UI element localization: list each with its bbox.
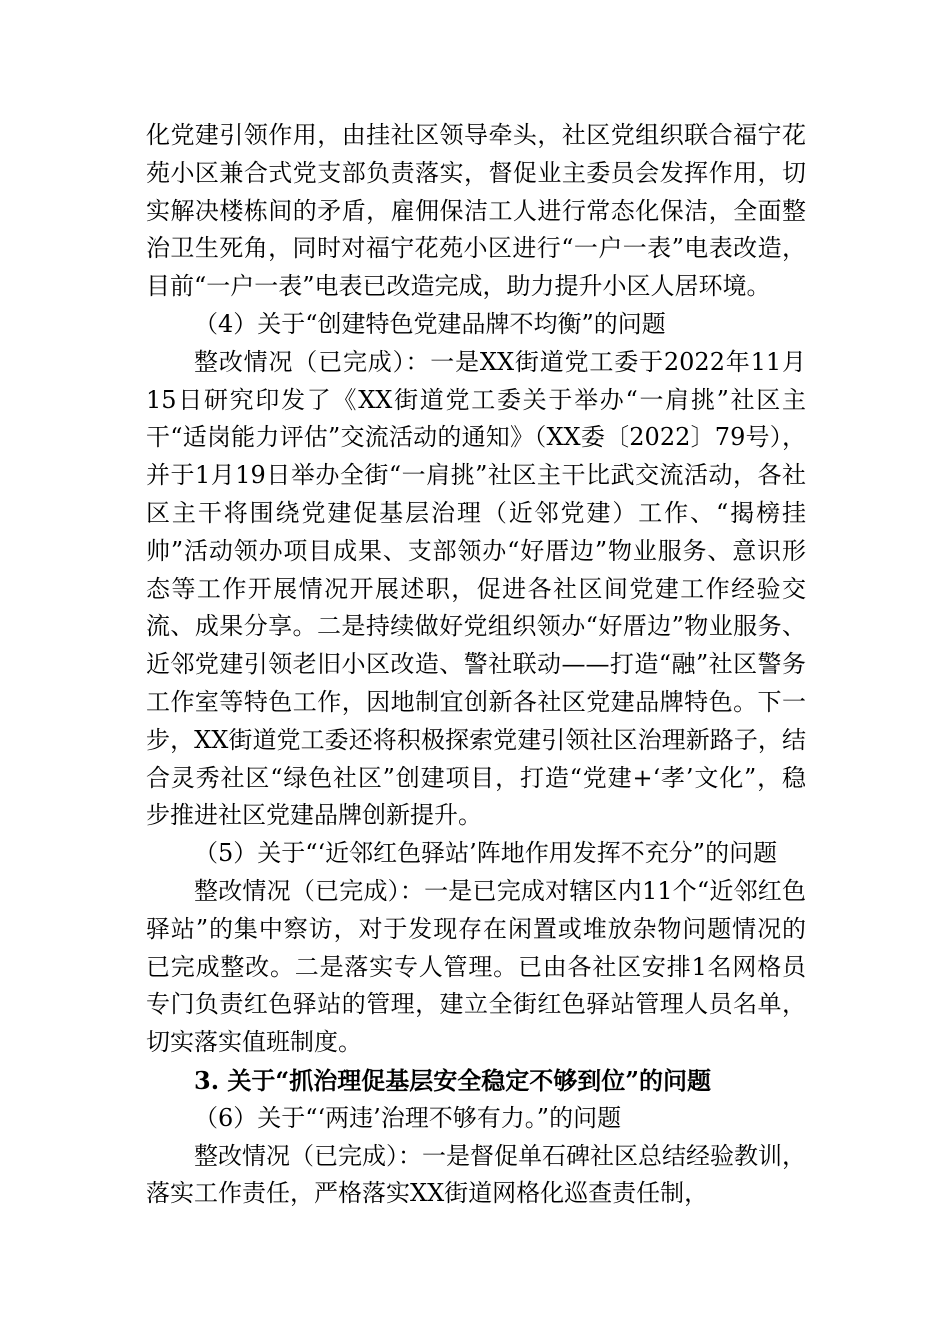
document-page — [146, 117, 806, 1213]
subheading-item-6: （6）关于“‘两违’治理不够有力。”的问题 — [194, 1103, 622, 1132]
subheading-item-5: （5）关于“‘近邻红色驿站’阵地作用发挥不充分”的问题 — [194, 839, 778, 868]
body-paragraph-continuation: 化党建引领作用，由挂社区领导牵头，社区党组织联合福宁花苑小区兼合式党支部负责落实，督促业主委员会发挥作用，切实解决楼栋间的矛盾，雇佣保洁工人进行常态化保洁，全面整治卫生死角，同时对福宁花苑小区进行“一户一表”电表改造，目前“一户一表”电表已改造完成，助力提升小区人居环境。 — [146, 121, 806, 301]
body-paragraph-rectification-5: 整改情况（已完成）：一是已完成对辖区内11个“近邻红色驿站”的集中察访，对于发现存在闲置或堆放杂物问题情况的已完成整改。二是落实专人管理。已由各社区安排1名网格员专门负责红色驿站的管理，建立全街红色驿站管理人员名单，切实落实值班制度。 — [146, 876, 806, 1057]
body-paragraph-rectification-4: 整改情况（已完成）：一是XX街道党工委于2022年11月15日研究印发了《XX街道党工委关于举办“一肩挑”社区主干“适岗能力评估”交流活动的通知》（XX委〔2022〕79号），并于1月19日举办全街“一肩挑”社区主干比武交流活动，各社区主干将围绕党建促基层治理（近邻党建）工作、“揭榜挂帅”活动领办项目成果、支部领办“好厝边”物业服务、意识形态等工作开展情况开展述职，促进各社区间党建工作经验交流、成果分享。二是持续做好党组织领办“好厝边”物业服务、近邻党建引领老旧小区改造、警社联动——打造“融”社区警务工作室等特色工作，因地制宜创新各社区党建品牌特色。下一步，XX街道党工委还将积极探索党建引领社区治理新路子，结合灵秀社区“绿色社区”创建项目，打造“党建+‘孝’文化”，稳步推进社区党建品牌创新提升。 — [146, 347, 806, 830]
section-heading-3: 3. 关于“抓治理促基层安全稳定不够到位”的问题 — [194, 1065, 712, 1095]
body-paragraph-rectification-6: 整改情况（已完成）：一是督促单石碑社区总结经验教训，落实工作责任，严格落实XX街道网格化巡查责任制， — [146, 1141, 806, 1208]
subheading-item-4: （4）关于“创建特色党建品牌不均衡”的问题 — [194, 309, 666, 338]
